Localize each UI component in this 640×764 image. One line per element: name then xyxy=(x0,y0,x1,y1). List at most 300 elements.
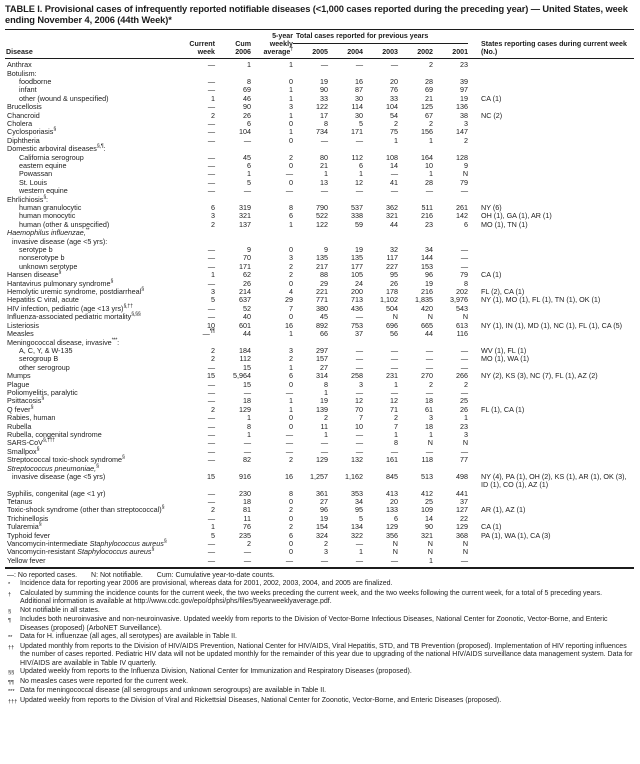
table-row xyxy=(5,238,634,246)
disease-label: Powassan xyxy=(19,169,53,179)
value-cell: 8 xyxy=(324,379,328,389)
value-cell: 147 xyxy=(456,127,469,137)
footnote xyxy=(5,668,634,678)
value-cell: — xyxy=(207,539,215,549)
states-cell xyxy=(468,128,634,136)
footnote-symbol: ††† xyxy=(8,698,18,705)
footnote-symbol: † xyxy=(8,591,12,598)
value-cell: — xyxy=(355,186,363,196)
value-cell: 156 xyxy=(421,127,433,137)
value-cell: 76 xyxy=(243,522,251,532)
value-cell: N xyxy=(392,547,398,557)
footnote-list xyxy=(5,580,634,706)
notifiable-diseases-table xyxy=(5,29,634,569)
value-cell: 790 xyxy=(316,203,328,213)
disease-label: Trichinellosis xyxy=(7,513,49,523)
value-cell: — xyxy=(390,555,398,565)
footnote xyxy=(5,697,634,707)
value-cell: 105 xyxy=(351,270,363,280)
value-cell: 0 xyxy=(289,312,293,322)
value-cell: — xyxy=(207,186,215,196)
value-cell: 3 xyxy=(324,547,328,557)
table-row xyxy=(5,439,634,447)
value-cell: 637 xyxy=(239,295,251,305)
value-cell: — xyxy=(207,85,215,95)
states-cell xyxy=(468,540,634,548)
value-cell: — xyxy=(207,497,215,507)
value-cell: 21 xyxy=(320,160,328,170)
value-cell: 154 xyxy=(316,522,328,532)
value-cell: — xyxy=(355,387,363,397)
value-cell: 321 xyxy=(421,530,433,540)
value-cell: 134 xyxy=(351,522,363,532)
value-cell: — xyxy=(207,102,215,112)
value-cell: 3 xyxy=(289,253,293,263)
value-cell: 45 xyxy=(243,152,251,162)
value-cell: 97 xyxy=(460,85,469,95)
value-cell: 95 xyxy=(355,505,363,515)
value-cell: 513 xyxy=(421,472,433,482)
states-cell xyxy=(468,330,634,338)
value-cell: N xyxy=(427,547,433,557)
disease-label: Plague xyxy=(7,379,30,389)
states-cell: NY (1), MO (1), FL (1), TN (1), OK (1) xyxy=(481,295,601,305)
value-cell: 230 xyxy=(239,488,251,498)
states-cell: NY (6) xyxy=(481,203,502,213)
value-cell: 1 xyxy=(211,270,215,280)
disease-label: Ehrlichiosis§: xyxy=(7,194,49,204)
value-cell: — xyxy=(390,186,398,196)
value-cell: 7 xyxy=(394,421,398,431)
value-cell: 504 xyxy=(386,303,398,313)
value-cell: 3,976 xyxy=(450,295,469,305)
value-cell: 25 xyxy=(460,396,469,406)
value-cell: 96 xyxy=(320,505,328,515)
value-cell: 11 xyxy=(320,421,328,431)
value-cell: 314 xyxy=(316,371,328,381)
value-cell: 29 xyxy=(320,278,328,288)
value-cell: 321 xyxy=(239,211,251,221)
value-cell: 62 xyxy=(243,270,251,280)
value-cell: 109 xyxy=(421,505,433,515)
states-cell xyxy=(468,548,634,556)
disease-label: Tularemia§ xyxy=(7,521,42,532)
value-cell: 129 xyxy=(316,455,328,465)
value-cell xyxy=(328,229,363,237)
value-cell: — xyxy=(425,387,433,397)
value-cell: 8 xyxy=(289,488,293,498)
value-cell: 613 xyxy=(456,320,469,330)
value-cell: — xyxy=(207,387,215,397)
footnote xyxy=(5,616,634,633)
states-cell xyxy=(468,456,634,464)
value-cell: 26 xyxy=(390,278,398,288)
value-cell: — xyxy=(207,60,215,70)
value-cell: 13 xyxy=(320,177,328,187)
value-cell: 1 xyxy=(324,169,328,179)
value-cell: 27 xyxy=(320,497,328,507)
disease-label: Poliomyelitis, paralytic xyxy=(7,387,78,397)
disease-label: Rubella, congenital syndrome xyxy=(7,429,102,439)
value-cell: — xyxy=(320,555,328,565)
column-header-current-week: Current week xyxy=(185,30,215,59)
legend xyxy=(5,572,634,581)
value-cell: 601 xyxy=(239,320,251,330)
value-cell: 77 xyxy=(460,455,469,465)
value-cell: 0 xyxy=(289,160,293,170)
value-cell: 46 xyxy=(243,93,251,103)
value-cell: 6 xyxy=(211,203,215,213)
value-cell: 6 xyxy=(464,219,469,229)
value-cell: 128 xyxy=(456,152,469,162)
value-cell: 5,964 xyxy=(233,371,251,381)
states-cell xyxy=(468,431,634,439)
value-cell: — xyxy=(355,438,363,448)
table-row xyxy=(5,221,634,229)
footnote-symbol: * xyxy=(8,582,11,589)
value-cell: 713 xyxy=(351,295,363,305)
value-cell: — xyxy=(355,555,363,565)
states-cell xyxy=(468,229,634,237)
footnotes xyxy=(5,572,634,707)
footnote-symbol: ** xyxy=(8,635,13,642)
column-header-2001: 2001 xyxy=(433,43,468,58)
value-cell: 270 xyxy=(421,371,433,381)
disease-label: invasive disease (age <5 yrs) xyxy=(12,472,106,482)
disease-label: western equine xyxy=(19,186,68,196)
value-cell: 235 xyxy=(239,530,251,540)
value-cell: 118 xyxy=(421,455,433,465)
value-cell: — xyxy=(460,354,469,364)
value-cell: 2 xyxy=(289,522,293,532)
table-header xyxy=(5,30,634,59)
disease-label: Hepatitis C viral, acute xyxy=(7,295,79,305)
value-cell: 1 xyxy=(324,387,328,397)
value-cell: 2 xyxy=(247,539,251,549)
states-cell: OH (1), GA (1), AR (1) xyxy=(481,211,552,221)
value-cell: 1,102 xyxy=(380,295,398,305)
value-cell: 5 xyxy=(359,513,363,523)
footnote xyxy=(5,643,634,669)
states-cell xyxy=(468,170,634,178)
value-cell: 6 xyxy=(289,530,293,540)
column-header-5yr-average: 5-year weekly average† xyxy=(251,30,293,59)
column-group-previous-years: Total cases reported for previous years xyxy=(293,30,468,44)
value-cell: 61 xyxy=(425,404,433,414)
value-cell: 1 xyxy=(289,127,293,137)
value-cell: — xyxy=(243,387,251,397)
value-cell: 16 xyxy=(355,76,363,86)
value-cell: 14 xyxy=(390,160,398,170)
disease-label: Rabies, human xyxy=(7,413,56,423)
value-cell: 114 xyxy=(351,102,363,112)
footnote xyxy=(5,607,634,617)
disease-label: A, C, Y, & W-135 xyxy=(19,345,73,355)
value-cell: 20 xyxy=(390,76,398,86)
disease-label: Chancroid xyxy=(7,110,40,120)
disease-label: human granulocytic xyxy=(19,203,82,213)
disease-label: Toxic-shock syndrome (other than streptococcal)§ xyxy=(7,505,165,515)
value-cell: — xyxy=(320,135,328,145)
value-cell: 0 xyxy=(289,497,293,507)
value-cell: 184 xyxy=(239,345,251,355)
value-cell: 32 xyxy=(390,245,398,255)
value-cell: — xyxy=(207,152,215,162)
value-cell: 216 xyxy=(421,211,433,221)
value-cell: 2 xyxy=(211,404,215,414)
column-header-2005: 2005 xyxy=(293,43,328,58)
value-cell: 1 xyxy=(211,522,215,532)
value-cell: 75 xyxy=(390,127,398,137)
value-cell: — xyxy=(207,438,215,448)
table-row xyxy=(5,381,634,389)
value-cell: N xyxy=(427,438,433,448)
value-cell: — xyxy=(355,135,363,145)
states-cell xyxy=(468,246,634,254)
disease-label: Rubella xyxy=(7,421,32,431)
value-cell: 916 xyxy=(239,472,251,482)
value-cell: — xyxy=(390,169,398,179)
value-cell: — xyxy=(460,446,469,456)
value-cell: N xyxy=(462,438,469,448)
value-cell: 16 xyxy=(285,472,293,482)
value-cell xyxy=(398,229,433,237)
value-cell: — xyxy=(207,379,215,389)
value-cell: 1 xyxy=(289,110,293,120)
value-cell: 2 xyxy=(211,354,215,364)
value-cell: 157 xyxy=(316,354,328,364)
value-cell: — xyxy=(390,362,398,372)
disease-label: Domestic arboviral diseases§,¶: xyxy=(7,143,106,154)
value-cell: 28 xyxy=(425,76,433,86)
value-cell: 511 xyxy=(421,203,433,213)
value-cell: 2 xyxy=(289,261,293,271)
value-cell: 19 xyxy=(425,278,433,288)
value-cell: 104 xyxy=(386,102,398,112)
value-cell: 27 xyxy=(320,362,328,372)
states-cell: NY (1), IN (1), MD (1), NC (1), FL (1), CA (5) xyxy=(481,320,622,330)
value-cell: 753 xyxy=(351,320,363,330)
value-cell: 380 xyxy=(316,303,328,313)
value-cell: 217 xyxy=(316,261,328,271)
value-cell: 70 xyxy=(243,253,251,263)
value-cell: 1 xyxy=(247,60,251,70)
value-cell: 69 xyxy=(243,85,251,95)
value-cell: 76 xyxy=(390,85,398,95)
value-cell: 161 xyxy=(386,455,398,465)
value-cell: 1 xyxy=(211,93,215,103)
states-cell xyxy=(468,389,634,397)
value-cell: 353 xyxy=(351,488,363,498)
value-cell: — xyxy=(320,186,328,196)
value-cell: 368 xyxy=(456,530,469,540)
value-cell: 95 xyxy=(390,270,398,280)
value-cell: 37 xyxy=(355,329,363,339)
value-cell xyxy=(363,229,398,237)
value-cell: 18 xyxy=(425,396,433,406)
value-cell: 2 xyxy=(289,270,293,280)
value-cell: 324 xyxy=(316,530,328,540)
column-header-2003: 2003 xyxy=(363,43,398,58)
footnote-symbol: ¶ xyxy=(8,618,12,625)
value-cell: 0 xyxy=(289,539,293,549)
value-cell: 56 xyxy=(390,329,398,339)
value-cell: 2 xyxy=(429,379,433,389)
footnote-symbol: ¶¶ xyxy=(8,679,15,686)
value-cell: — xyxy=(390,446,398,456)
value-cell: 17 xyxy=(320,110,328,120)
value-cell: 23 xyxy=(460,60,469,70)
disease-label: human (other & unspecified) xyxy=(19,219,110,229)
disease-label: Smallpox§ xyxy=(7,446,40,456)
value-cell xyxy=(251,145,293,153)
value-cell: 3 xyxy=(211,211,215,221)
value-cell: 0 xyxy=(289,379,293,389)
value-cell: 25 xyxy=(425,497,433,507)
value-cell: 90 xyxy=(425,522,433,532)
value-cell: 321 xyxy=(386,211,398,221)
value-cell: 3 xyxy=(464,429,469,439)
states-cell xyxy=(468,70,634,78)
states-cell: MO (1), TN (1) xyxy=(481,219,528,229)
value-cell: N xyxy=(392,312,398,322)
value-cell: 3 xyxy=(211,287,215,297)
value-cell: 117 xyxy=(386,253,398,263)
value-cell: 1,257 xyxy=(310,472,328,482)
value-cell: 5 xyxy=(211,530,215,540)
value-cell: 200 xyxy=(351,287,363,297)
states-cell xyxy=(468,187,634,195)
value-cell xyxy=(293,238,328,246)
disease-label: Vancomycin-resistant Staphylococcus aureus§ xyxy=(7,547,155,557)
value-cell: 19 xyxy=(320,396,328,406)
value-cell: 3 xyxy=(289,102,293,112)
value-cell: — xyxy=(243,547,251,557)
value-cell: 338 xyxy=(351,211,363,221)
value-cell: — xyxy=(320,446,328,456)
disease-label: Hansen disease§ xyxy=(7,269,62,280)
value-cell: 71 xyxy=(390,404,398,414)
table-row xyxy=(5,431,634,439)
table-row xyxy=(5,473,634,490)
states-cell: AR (1), AZ (1) xyxy=(481,505,526,515)
value-cell: 112 xyxy=(351,152,363,162)
value-cell: 2 xyxy=(394,118,398,128)
value-cell: 1 xyxy=(289,362,293,372)
disease-label: Streptococcus pneumoniae,§ xyxy=(7,463,99,473)
value-cell: — xyxy=(243,438,251,448)
value-cell: — xyxy=(390,60,398,70)
value-cell: — xyxy=(207,555,215,565)
value-cell: 177 xyxy=(351,261,363,271)
value-cell: 125 xyxy=(421,102,433,112)
disease-label: Anthrax xyxy=(7,60,32,70)
value-cell: 129 xyxy=(239,404,251,414)
value-cell xyxy=(215,238,251,246)
value-cell: — xyxy=(285,555,293,565)
value-cell: 70 xyxy=(355,404,363,414)
value-cell: — xyxy=(207,245,215,255)
value-cell: — xyxy=(320,438,328,448)
value-cell: 24 xyxy=(355,278,363,288)
value-cell: 18 xyxy=(243,396,251,406)
footnote-text: Data for H. influenzae (all ages, all serotypes) are available in Table II. xyxy=(20,633,237,641)
value-cell: 88 xyxy=(320,270,328,280)
value-cell: 23 xyxy=(425,219,433,229)
value-cell: 319 xyxy=(239,203,251,213)
value-cell: 44 xyxy=(425,329,433,339)
value-cell xyxy=(215,229,251,237)
value-cell: —¶¶ xyxy=(202,328,215,339)
footnote xyxy=(5,633,634,643)
value-cell: 1 xyxy=(464,413,469,423)
table-body xyxy=(5,58,634,568)
column-header-states: States reporting cases during current week (No.) xyxy=(468,30,634,59)
disease-label: Brucellosis xyxy=(7,102,42,112)
footnote-text: Incidence data for reporting year 2006 are provisional, whereas data for 2001, 2002, 2003, 2004, and 2005 are finalized. xyxy=(20,580,393,588)
value-cell: — xyxy=(390,387,398,397)
value-cell: 665 xyxy=(421,320,433,330)
value-cell: 5 xyxy=(359,118,363,128)
value-cell: 144 xyxy=(421,253,433,263)
value-cell: 6 xyxy=(394,513,398,523)
value-cell: 15 xyxy=(207,371,215,381)
value-cell: — xyxy=(207,446,215,456)
value-cell: — xyxy=(243,135,251,145)
footnote-symbol: *** xyxy=(8,689,15,696)
column-header-2002: 2002 xyxy=(398,43,433,58)
value-cell: 19 xyxy=(355,245,363,255)
value-cell: 90 xyxy=(243,102,251,112)
disease-label: Cholera xyxy=(7,118,33,128)
states-cell: NC (2) xyxy=(481,110,503,120)
value-cell: — xyxy=(243,555,251,565)
table-row xyxy=(5,372,634,380)
value-cell: 116 xyxy=(456,329,469,339)
disease-label: Streptococcal toxic-shock syndrome§ xyxy=(7,454,125,465)
value-cell: — xyxy=(320,60,328,70)
value-cell: — xyxy=(207,160,215,170)
disease-label: Haemophilus influenzae,** xyxy=(7,227,90,238)
value-cell: — xyxy=(207,513,215,523)
value-cell: 266 xyxy=(456,371,469,381)
value-cell: 82 xyxy=(243,455,251,465)
value-cell: 0 xyxy=(289,76,293,86)
states-cell: CA (1) xyxy=(481,270,502,280)
value-cell: 1 xyxy=(394,135,398,145)
value-cell: 0 xyxy=(289,421,293,431)
value-cell: 322 xyxy=(351,530,363,540)
value-cell: 7 xyxy=(359,413,363,423)
value-cell: N xyxy=(392,539,398,549)
value-cell: 54 xyxy=(390,110,398,120)
value-cell: 12 xyxy=(355,177,363,187)
legend-dash: —: No reported cases. xyxy=(7,571,78,579)
value-cell: — xyxy=(207,278,215,288)
value-cell: 1 xyxy=(394,429,398,439)
value-cell: 0 xyxy=(289,118,293,128)
value-cell: 231 xyxy=(386,371,398,381)
value-cell: 28 xyxy=(425,177,433,187)
value-cell: 1 xyxy=(324,429,328,439)
value-cell: 696 xyxy=(386,320,398,330)
value-cell: 1 xyxy=(289,404,293,414)
value-cell: 18 xyxy=(425,421,433,431)
value-cell: 2 xyxy=(289,152,293,162)
value-cell: 79 xyxy=(460,177,469,187)
value-cell: 79 xyxy=(460,270,469,280)
value-cell: 412 xyxy=(421,488,433,498)
